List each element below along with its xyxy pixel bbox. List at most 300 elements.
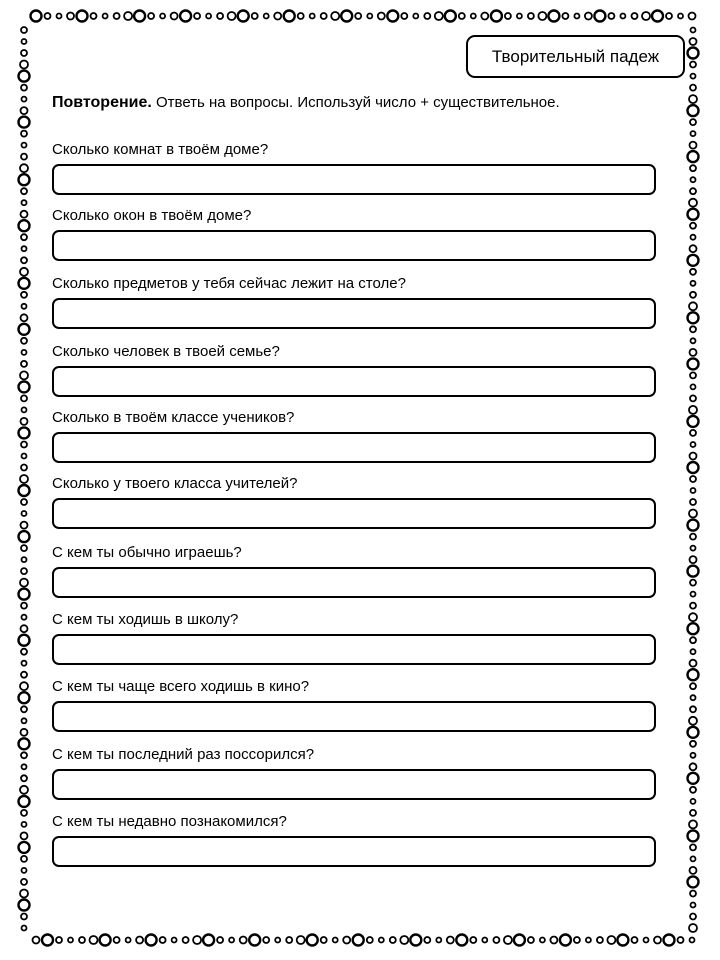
border-circle [690,292,696,298]
answer-box[interactable] [52,298,656,329]
border-circle [688,105,699,116]
border-circle [22,304,27,309]
question-item [52,342,656,397]
border-circle [562,13,568,19]
question-label: Сколько у твоего класса учителей? [52,475,298,492]
border-circle [19,381,30,392]
border-circle [617,935,628,946]
border-circle [690,453,697,460]
border-circle [691,592,696,597]
border-circle [21,442,27,448]
border-circle [608,13,614,19]
border-circle [21,465,27,471]
border-circle [689,199,697,207]
border-circle [459,13,465,19]
border-circle [21,211,28,218]
question-label: С кем ты чаще всего ходишь в кино? [52,678,310,695]
border-circle [31,11,42,22]
border-circle [307,935,318,946]
border-circle [21,27,27,33]
border-circle [20,164,28,172]
question-label: Сколько окон в твоём доме? [52,207,252,224]
border-circle [331,12,339,20]
border-circle [249,935,260,946]
border-circle [586,938,591,943]
border-circle [22,350,27,355]
border-circle [690,372,696,378]
border-circle [21,154,27,160]
border-circle [367,937,373,943]
border-circle [114,13,120,19]
border-circle [21,775,27,781]
border-circle [688,520,699,531]
border-circle [517,14,522,19]
border-circle [690,326,696,332]
question-item [52,206,656,261]
border-circle [22,926,27,931]
border-circle [19,324,30,335]
border-circle [538,12,546,20]
border-circle [136,937,143,944]
border-circle [21,603,27,609]
question-item [52,677,656,732]
border-circle [689,924,697,932]
border-circle [690,660,697,667]
border-circle [690,741,696,747]
question-item [52,610,656,665]
border-circle [19,485,30,496]
border-circle [21,418,28,425]
border-circle [20,61,28,69]
border-circle [666,13,672,19]
border-circle [240,937,247,944]
border-circle [21,706,27,712]
border-circle [688,876,699,887]
border-circle [690,85,696,91]
border-circle [504,936,512,944]
border-circle [22,615,27,620]
border-circle [690,706,696,712]
instructions [52,94,560,112]
border-circle [688,151,699,162]
question-label: Сколько человек в твоей семье? [52,343,280,360]
border-circle [597,937,603,943]
border-circle [688,358,699,369]
border-circle [445,11,456,22]
border-circle [378,13,385,20]
border-circle [435,12,443,20]
border-circle [19,278,30,289]
border-circle [172,938,177,943]
border-circle [22,511,27,516]
border-circle [424,937,430,943]
border-circle [20,371,28,379]
question-label: Сколько в твоём классе учеников? [52,409,295,426]
question-label: С кем ты последний раз поссорился? [52,746,315,763]
border-circle [690,603,696,609]
border-circle [171,13,178,20]
question-item [52,543,656,598]
border-circle [456,935,467,946]
border-circle [286,937,292,943]
answer-box[interactable] [52,432,656,463]
border-circle [124,12,132,20]
border-circle [19,635,30,646]
border-circle [22,246,27,251]
border-circle [21,395,27,401]
border-circle [690,62,696,68]
border-circle [21,810,27,816]
border-circle [21,234,27,240]
border-circle [690,556,697,563]
border-circle [436,938,441,943]
border-circle [690,534,696,540]
border-circle [691,338,696,343]
border-circle [691,546,696,551]
border-circle [690,787,696,793]
question-label: С кем ты ходишь в школу? [52,611,239,628]
border-circle [688,209,699,220]
border-circle [21,856,27,862]
border-circle [481,13,488,20]
border-circle [42,935,53,946]
border-circle [33,937,40,944]
border-circle [688,462,699,473]
border-circle [493,937,499,943]
border-circle [387,11,398,22]
answer-box[interactable] [52,366,656,397]
border-circle [424,13,430,19]
border-circle [690,395,696,401]
border-circle [183,937,189,943]
answer-box[interactable] [52,634,656,665]
question-item [52,745,656,800]
border-circle [528,937,534,943]
border-circle [482,938,487,943]
border-circle [688,727,699,738]
border-circle [691,384,696,389]
answer-box[interactable] [52,230,656,261]
answer-box[interactable] [52,498,656,529]
border-circle [19,427,30,438]
border-circle [19,796,30,807]
border-circle [691,281,696,286]
border-circle [22,557,27,562]
border-circle [148,13,154,19]
border-circle [690,142,697,149]
question-label: С кем ты обычно играешь? [52,544,242,561]
answer-box[interactable] [52,567,656,598]
border-circle [57,14,62,19]
border-circle [690,349,697,356]
border-circle [21,625,28,632]
border-circle [21,257,27,263]
border-circle [620,14,625,19]
border-circle [22,454,27,459]
border-circle [321,937,327,943]
border-circle [413,14,418,19]
border-circle [688,312,699,323]
border-circle [21,85,27,91]
border-circle [67,13,74,20]
border-circle [690,891,696,897]
border-circle [310,14,315,19]
border-circle [691,131,696,136]
border-circle [689,613,697,621]
instructions-text: Ответь на вопросы. Используй число + существительное. [155,94,560,111]
border-circle [691,74,696,79]
border-circle [22,764,27,769]
border-circle [19,174,30,185]
border-circle [470,937,476,943]
question-item [52,474,656,529]
border-circle [114,937,120,943]
border-circle [20,475,28,483]
border-circle [19,738,30,749]
border-circle [688,623,699,634]
border-circle [540,938,545,943]
border-circle [355,13,361,19]
border-circle [21,107,28,114]
border-circle [194,13,200,19]
border-circle [690,245,697,252]
border-circle [690,844,696,850]
question-item [52,408,656,463]
border-circle [632,937,638,943]
border-circle [632,13,638,19]
border-circle [689,717,697,725]
border-circle [688,48,699,59]
border-circle [690,269,696,275]
border-circle [20,268,28,276]
border-circle [691,856,696,861]
border-circle [22,143,27,148]
border-circle [548,11,559,22]
border-circle [491,11,502,22]
border-circle [252,13,258,19]
border-circle [644,938,649,943]
border-circle [238,11,249,22]
border-circle [180,11,191,22]
answer-box[interactable] [52,164,656,195]
border-circle [654,937,661,944]
border-circle [263,937,269,943]
border-circle [19,117,30,128]
border-circle [19,692,30,703]
border-circle [21,729,28,736]
border-circle [691,903,696,908]
border-circle [690,580,696,586]
border-circle [19,531,30,542]
border-circle [353,935,364,946]
border-circle [691,488,696,493]
border-circle [229,938,234,943]
border-circle [690,476,696,482]
border-circle [160,937,166,943]
border-circle [664,935,675,946]
border-circle [297,936,305,944]
border-circle [284,11,295,22]
border-circle [206,14,211,19]
border-circle [560,935,571,946]
border-circle [401,13,407,19]
border-circle [21,568,27,574]
border-circle [341,11,352,22]
border-circle [690,867,697,874]
border-circle [688,566,699,577]
border-circle [19,589,30,600]
border-circle [22,200,27,205]
border-circle [21,914,27,920]
border-circle [79,937,85,943]
border-circle [689,510,697,518]
border-circle [691,177,696,182]
border-circle [689,13,696,20]
border-circle [21,545,27,551]
border-circle [134,11,145,22]
border-circle [22,97,27,102]
border-circle [22,661,27,666]
border-circle [688,669,699,680]
border-circle [21,131,27,137]
border-circle [690,938,695,943]
border-circle [193,936,201,944]
border-circle [447,937,454,944]
border-circle [20,579,28,587]
border-circle [228,12,236,20]
border-circle [367,14,372,19]
border-circle [22,718,27,723]
border-circle [690,165,696,171]
border-circle [550,937,557,944]
border-circle [217,13,223,19]
border-circle [691,753,696,758]
border-circle [21,188,27,194]
border-circle [678,937,684,943]
border-circle [22,822,27,827]
border-circle [574,14,579,19]
question-item [52,812,656,867]
border-circle [21,672,27,678]
page-title-text: Творительный падеж [491,46,660,66]
border-circle [690,763,697,770]
border-circle [390,937,396,943]
border-circle [690,188,696,194]
border-circle [217,937,223,943]
border-circle [690,810,696,816]
question-label: Сколько комнат в твоём доме? [52,141,269,158]
border-circle [333,938,338,943]
question-label: С кем ты недавно познакомился? [52,813,287,830]
border-circle [21,649,27,655]
border-circle [45,13,51,19]
answer-box[interactable] [52,701,656,732]
border-circle [505,13,511,19]
border-circle [514,935,525,946]
border-circle [691,799,696,804]
border-circle [21,499,27,505]
border-circle [691,28,696,33]
border-circle [21,361,27,367]
border-circle [274,13,281,20]
border-circle [678,14,683,19]
border-circle [77,11,88,22]
border-circle [56,937,62,943]
border-circle [20,786,28,794]
border-circle [22,39,27,44]
border-circle [585,13,592,20]
border-circle [690,119,696,125]
border-circle [642,12,650,20]
border-circle [298,13,304,19]
border-circle [160,14,165,19]
border-circle [19,71,30,82]
page-title [466,35,685,78]
border-circle [689,406,697,414]
answer-box[interactable] [52,836,656,867]
border-circle [688,773,699,784]
border-circle [691,235,696,240]
border-circle [690,683,696,689]
border-circle [21,338,27,344]
question-item [52,274,656,329]
border-circle [607,936,615,944]
border-circle [574,937,580,943]
border-circle [690,38,697,45]
border-circle [21,292,27,298]
border-circle [689,820,697,828]
border-circle [410,935,421,946]
question-label: Сколько предметов у тебя сейчас лежит на столе? [52,275,406,292]
border-circle [690,499,696,505]
border-circle [594,11,605,22]
border-circle [690,430,696,436]
question-item [52,140,656,195]
border-circle [21,832,28,839]
border-circle [688,416,699,427]
border-circle [90,936,98,944]
border-circle [91,13,97,19]
border-circle [379,938,384,943]
border-circle [146,935,157,946]
border-circle [690,223,696,229]
border-circle [126,938,131,943]
border-circle [471,14,476,19]
border-circle [691,649,696,654]
border-circle [688,255,699,266]
border-circle [203,935,214,946]
border-circle [103,14,108,19]
border-circle [19,900,30,911]
border-circle [19,842,30,853]
border-circle [652,11,663,22]
border-circle [400,936,408,944]
border-circle [21,752,27,758]
border-circle [21,50,27,56]
border-circle [19,220,30,231]
border-circle [690,637,696,643]
border-circle [528,13,534,19]
border-circle [275,938,280,943]
answer-box[interactable] [52,769,656,800]
border-circle [689,95,697,103]
border-circle [21,879,27,885]
border-circle [690,914,696,920]
border-circle [21,314,28,321]
border-circle [20,682,28,690]
border-circle [264,14,269,19]
border-circle [22,407,27,412]
